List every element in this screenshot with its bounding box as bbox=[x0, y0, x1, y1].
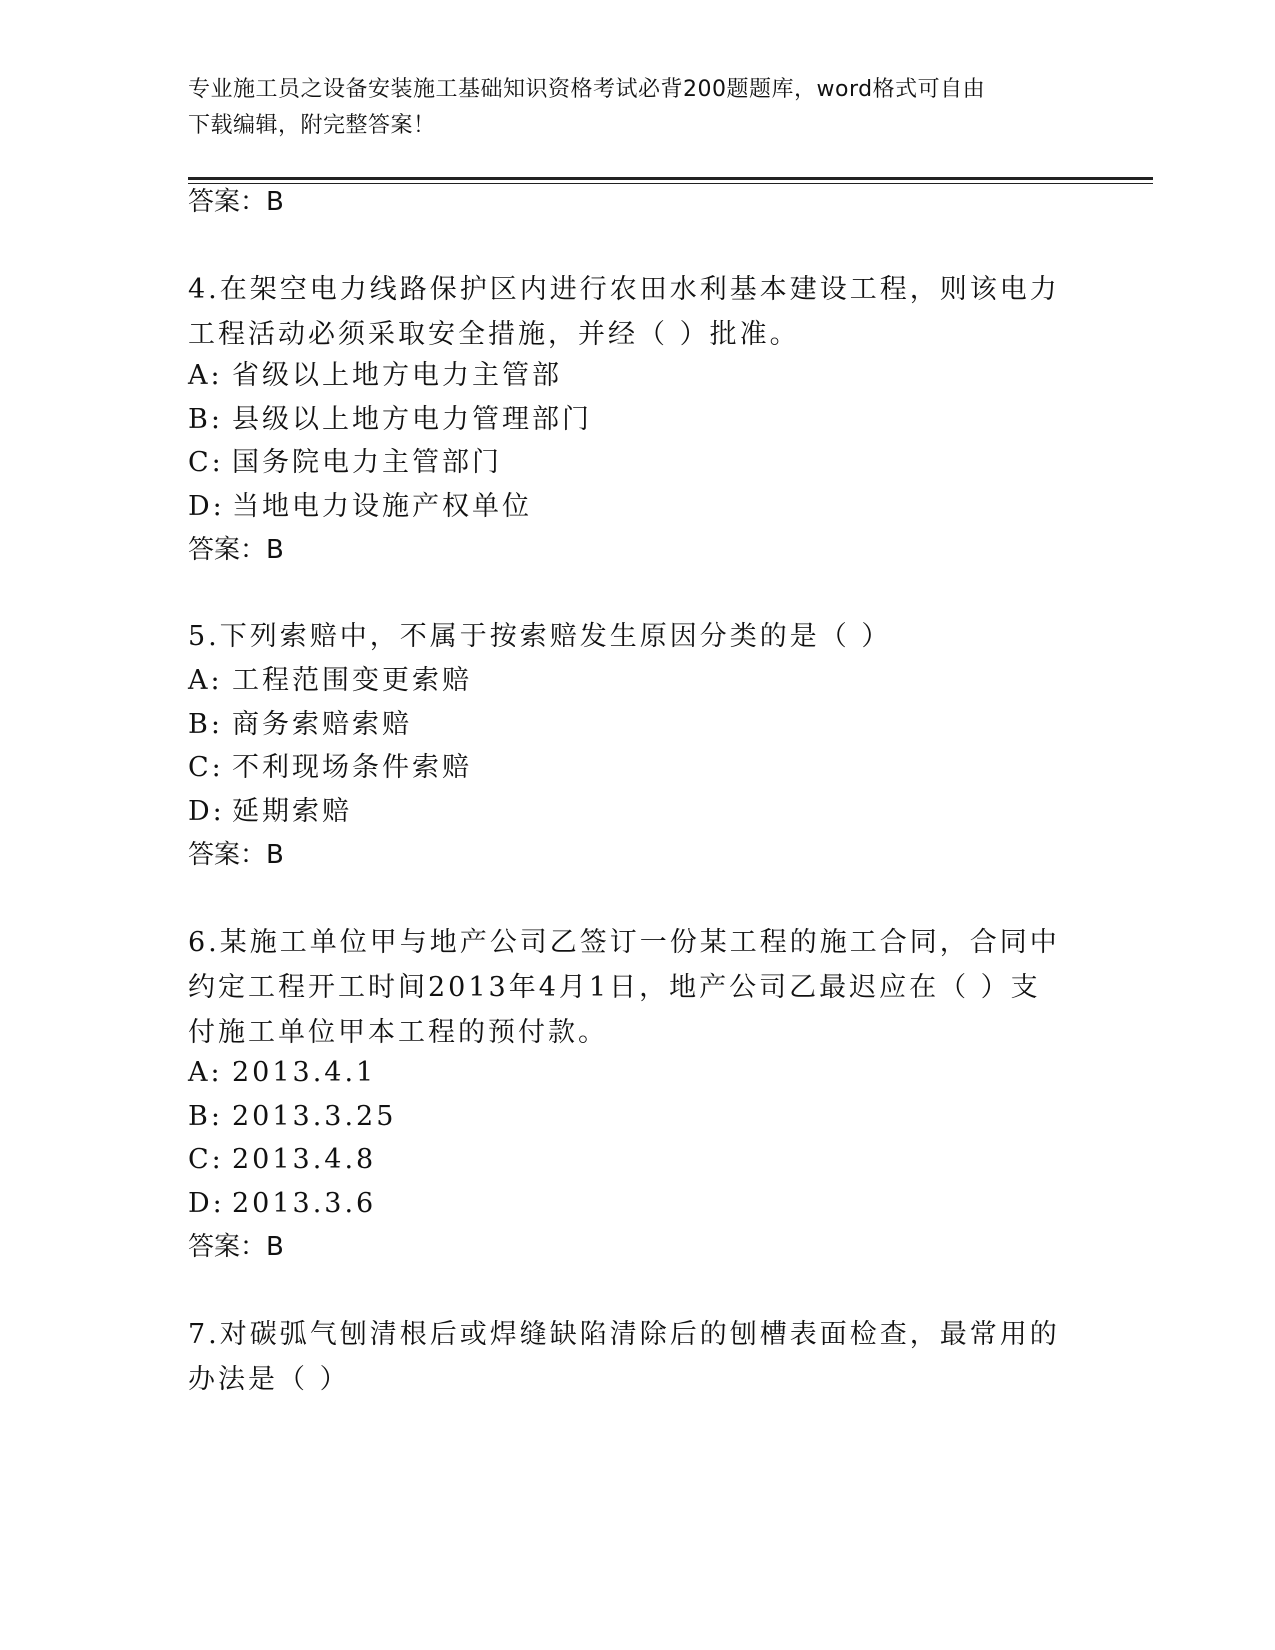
question-7-text: 7.对碳弧气刨清根后或焊缝缺陷清除后的刨槽表面检查，最常用的办法是（ ） bbox=[188, 1319, 1060, 1395]
question-5-text: 5.下列索赔中，不属于按索赔发生原因分类的是（ ） bbox=[188, 621, 892, 652]
question-4-answer: 答案：B bbox=[188, 535, 284, 565]
option-letter: B: bbox=[188, 404, 223, 435]
option-text: 延期索赔 bbox=[232, 796, 352, 827]
option-letter: B: bbox=[188, 1101, 223, 1132]
option-letter: A: bbox=[188, 1057, 223, 1088]
option-text: 2013.3.6 bbox=[232, 1188, 377, 1219]
header-line-2: 下载编辑，附完整答案！ bbox=[188, 113, 436, 138]
question-4-text: 4.在架空电力线路保护区内进行农田水利基本建设工程，则该电力工程活动必须采取安全措施，并经（ ）批准。 bbox=[188, 274, 1060, 350]
question-6-answer: 答案：B bbox=[188, 1232, 284, 1262]
question-5-option-a bbox=[188, 663, 472, 699]
option-letter: D: bbox=[188, 796, 225, 827]
previous-question-answer: 答案：B bbox=[188, 187, 284, 217]
question-5-answer: 答案：B bbox=[188, 840, 284, 870]
header-divider-thick bbox=[188, 177, 1153, 180]
option-letter: C: bbox=[188, 447, 224, 478]
question-4-option-b bbox=[188, 402, 592, 438]
question-4-option-c bbox=[188, 445, 502, 481]
option-text: 当地电力设施产权单位 bbox=[232, 491, 532, 522]
option-letter: D: bbox=[188, 491, 225, 522]
question-4-option-d bbox=[188, 489, 532, 525]
option-text: 省级以上地方电力主管部 bbox=[232, 360, 562, 391]
question-6-option-d bbox=[188, 1186, 376, 1222]
option-letter: C: bbox=[188, 1144, 224, 1175]
question-6-option-b bbox=[188, 1099, 396, 1135]
option-letter: A: bbox=[188, 665, 223, 696]
option-text: 不利现场条件索赔 bbox=[232, 752, 472, 783]
question-6-option-c bbox=[188, 1142, 376, 1178]
question-5-option-d bbox=[188, 794, 352, 830]
option-letter: D: bbox=[188, 1188, 225, 1219]
option-text: 2013.4.8 bbox=[232, 1144, 377, 1175]
option-text: 县级以上地方电力管理部门 bbox=[232, 404, 592, 435]
option-letter: A: bbox=[188, 360, 223, 391]
header-line-1: 专业施工员之设备安装施工基础知识资格考试必背200题题库，word格式可自由 bbox=[188, 77, 986, 102]
option-letter: B: bbox=[188, 709, 223, 740]
question-6-option-a bbox=[188, 1055, 376, 1091]
question-4-option-a bbox=[188, 358, 562, 394]
question-5-option-b bbox=[188, 707, 412, 743]
question-6-text: 6.某施工单位甲与地产公司乙签订一份某工程的施工合同，合同中约定工程开工时间2013年4月1日，地产公司乙最迟应在（ ）支付施工单位甲本工程的预付款。 bbox=[188, 927, 1060, 1048]
option-text: 2013.4.1 bbox=[232, 1057, 377, 1088]
question-5-option-c bbox=[188, 750, 472, 786]
header-divider-thin bbox=[188, 183, 1153, 184]
document-header bbox=[188, 72, 1068, 144]
option-text: 2013.3.25 bbox=[232, 1101, 397, 1132]
option-text: 商务索赔索赔 bbox=[232, 709, 412, 740]
option-text: 国务院电力主管部门 bbox=[232, 447, 502, 478]
option-text: 工程范围变更索赔 bbox=[232, 665, 472, 696]
option-letter: C: bbox=[188, 752, 224, 783]
